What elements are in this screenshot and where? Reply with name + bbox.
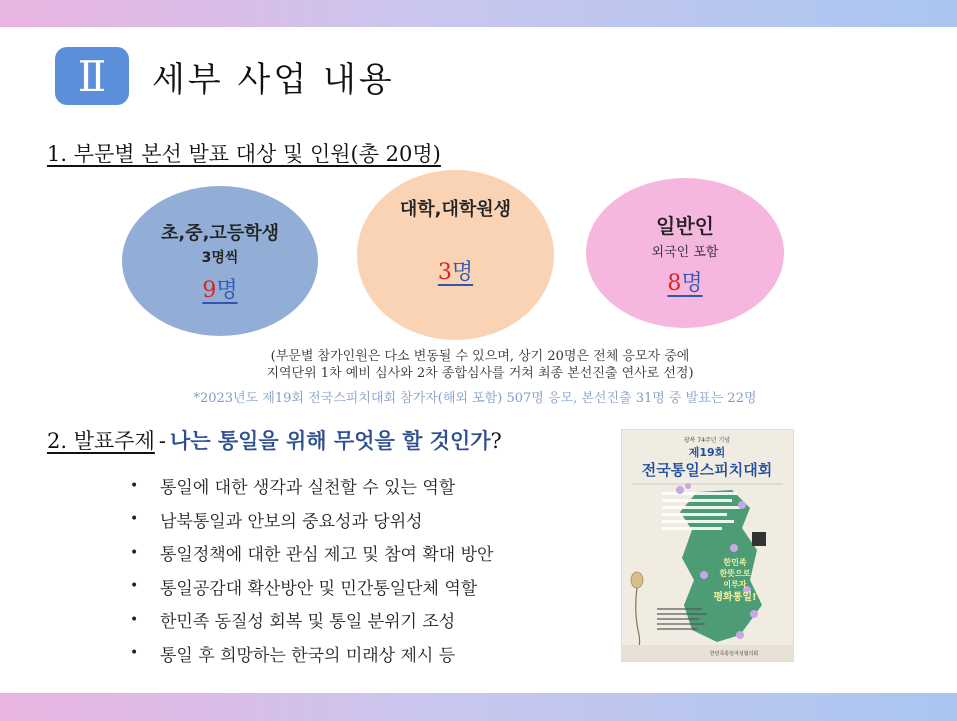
poster-edition: 제19회 [688, 446, 726, 459]
bullet-text: 통일에 대한 생각과 실천할 수 있는 역할 [160, 478, 456, 499]
group-label: 일반인 [656, 213, 714, 238]
group-count [202, 273, 237, 304]
bullet-text: 통일 후 희망하는 한국의 미래상 제시 등 [160, 645, 456, 666]
bullet-icon: • [130, 611, 139, 628]
count-number: 8 [667, 270, 682, 296]
list-item [130, 503, 493, 537]
group-sub: 3명씩 [201, 249, 239, 266]
bullet-text: 남북통일과 안보의 중요성과 당위성 [160, 511, 423, 532]
group-count [438, 255, 473, 286]
count-number: 9 [202, 277, 217, 303]
poster-org-name: 한민족통일여성협의회 [709, 651, 759, 657]
poster-graphic [622, 430, 793, 661]
statistics-note: *2023년도 제19회 전국스피치대회 참가자(해외 포함) 507명 응모, 본선진출 31명 중 발표는 22명 [193, 391, 757, 406]
group-sub: 외국인 포함 [651, 244, 719, 260]
list-item [130, 469, 493, 503]
list-item [130, 603, 493, 637]
bullet-icon: • [130, 578, 139, 595]
count-unit: 명 [451, 259, 474, 285]
group-count [667, 266, 702, 297]
bullet-text: 통일공감대 확산방안 및 민간통일단체 역할 [160, 578, 478, 599]
bullet-icon: • [130, 544, 139, 561]
bullet-text: 통일정책에 대한 관심 제고 및 참여 확대 방안 [160, 545, 494, 566]
list-item [130, 570, 493, 604]
group-label: 대학,대학원생 [399, 198, 512, 220]
poster-slogan-line: 이루자 [723, 580, 747, 589]
note-line: 지역단위 1차 예비 심사와 2차 종합심사를 거쳐 최종 본선진출 연사로 선정) [266, 366, 694, 381]
list-item [130, 637, 493, 671]
poster-slogan-line: 한뜻으로 [719, 569, 751, 578]
topic-question-mark: ? [490, 429, 502, 453]
bullet-icon: • [130, 645, 139, 662]
poster-top-text: 광복 74주년 기념 [683, 437, 731, 444]
bullet-icon: • [130, 511, 139, 528]
qr-code [752, 532, 766, 546]
poster-title: 전국통일스피치대회 [641, 461, 773, 479]
bullet-text: 한민족 동질성 회복 및 통일 분위기 조성 [160, 612, 456, 633]
count-unit: 명 [216, 277, 238, 303]
section2-heading [47, 425, 502, 455]
topic-text: 나는 통일을 위해 무엇을 할 것인가 [169, 429, 491, 453]
bullet-icon: • [130, 477, 139, 494]
poster-slogan-line: 평화통일! [713, 592, 757, 603]
group-circle-general [586, 178, 784, 328]
section2-title: 2. 발표주제 [47, 429, 155, 453]
topic-bullet-list [130, 469, 493, 670]
heading-dash: - [158, 429, 166, 453]
selection-note [200, 348, 760, 382]
event-poster-image [621, 429, 794, 662]
bottom-gradient-band [0, 693, 957, 721]
group-circle-university [357, 170, 554, 340]
count-unit: 명 [681, 270, 703, 296]
group-label: 초,중,고등학생 [160, 222, 279, 244]
group-circle-students [122, 186, 318, 336]
section-number-badge: Ⅱ [55, 47, 129, 105]
section1-heading: 1. 부문별 본선 발표 대상 및 인원(총 20명) [47, 142, 441, 166]
top-gradient-band [0, 0, 957, 27]
note-line: (부문별 참가인원은 다소 변동될 수 있으며, 상기 20명은 전체 응모자 중에 [270, 349, 690, 364]
count-number: 3 [437, 259, 452, 285]
list-item [130, 536, 493, 570]
page-title: 세부 사업 내용 [152, 60, 395, 100]
poster-slogan-line: 한민족 [723, 558, 747, 567]
